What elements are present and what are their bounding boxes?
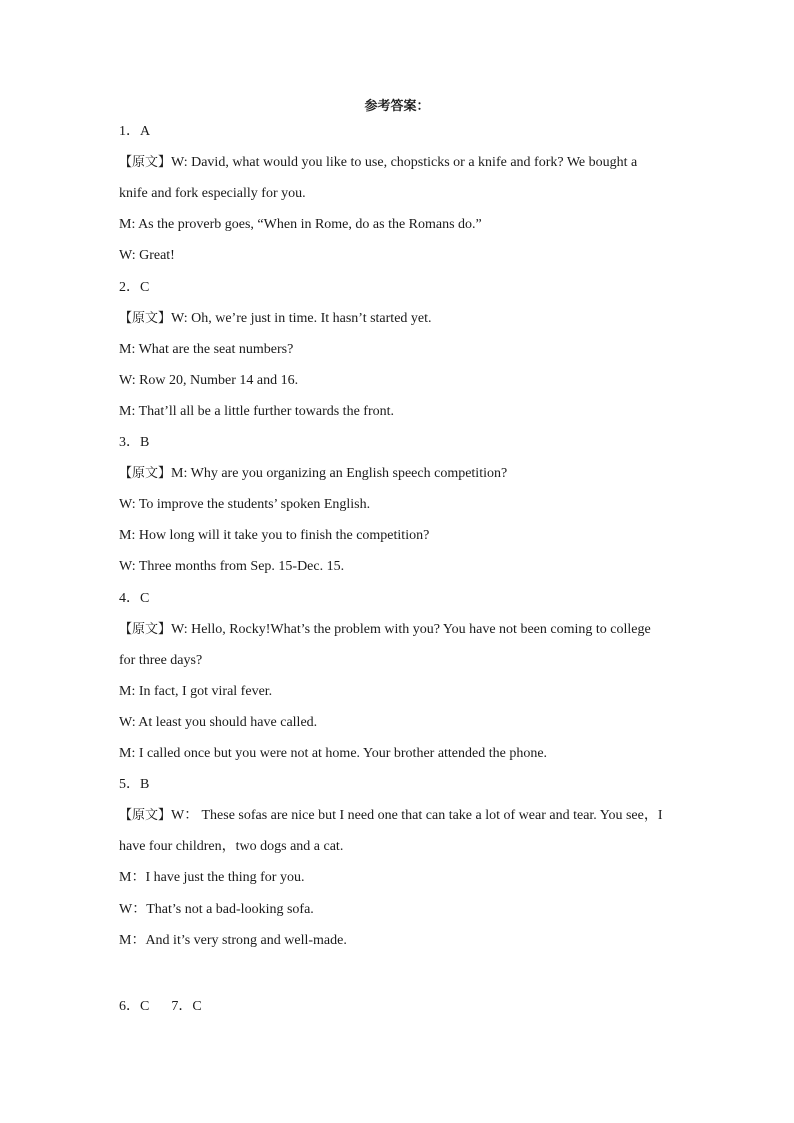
transcript-line <box>119 806 663 826</box>
transcript-text: M: Why are you organizing an English speech competition? <box>171 466 508 482</box>
transcript-tag: 【原文】 <box>119 466 172 482</box>
transcript-line <box>119 246 175 266</box>
transcript-text: W： These sofas are nice but I need one that can take a lot of wear and tear. You see，I <box>171 808 663 824</box>
transcript-tag: 【原文】 <box>119 808 172 824</box>
transcript-line <box>119 620 651 640</box>
answer-label: 4．C <box>119 590 150 606</box>
transcript-text: W: Row 20, Number 14 and 16. <box>119 372 299 388</box>
transcript-text: W: David, what would you like to use, chopsticks or a knife and fork? We bought a <box>171 155 638 171</box>
transcript-text: M: In fact, I got viral fever. <box>119 683 273 699</box>
page-title: 参考答案： <box>364 99 430 114</box>
transcript-line <box>119 557 344 577</box>
transcript-text: M：And it’s very strong and well-made. <box>119 932 347 948</box>
transcript-text: W: Great! <box>119 248 175 264</box>
transcript-line <box>119 184 306 204</box>
transcript-text: M: I called once but you were not at home. Your brother attended the phone. <box>119 746 548 761</box>
transcript-line <box>119 868 304 888</box>
transcript-line <box>119 402 394 422</box>
transcript-line <box>119 340 293 360</box>
answer-label: 2．C <box>119 279 150 295</box>
transcript-line <box>119 215 482 235</box>
transcript-line <box>119 464 507 484</box>
transcript-text: W: Three months from Sep. 15-Dec. 15. <box>119 559 345 575</box>
transcript-text: W: Hello, Rocky!What’s the problem with you? You have not been coming to college <box>171 621 651 637</box>
transcript-line <box>119 713 317 733</box>
transcript-line <box>119 931 347 951</box>
transcript-line <box>119 900 314 920</box>
transcript-text: W: At least you should have called. <box>119 714 318 730</box>
transcript-line <box>119 837 343 857</box>
answer-label: 1．A <box>119 124 151 139</box>
transcript-line <box>119 526 429 546</box>
transcript-text: for three days? <box>119 652 203 668</box>
transcript-text: M: That’ll all be a little further towards the front. <box>119 403 394 419</box>
transcript-line <box>119 744 547 764</box>
answer-label: 6．C <box>119 999 150 1014</box>
transcript-line <box>119 682 272 702</box>
transcript-text: M: How long will it take you to finish the competition? <box>119 528 430 544</box>
transcript-line <box>119 371 298 391</box>
transcript-text: have four children，two dogs and a cat. <box>119 839 344 855</box>
transcript-line <box>119 153 637 173</box>
answer-label: 3．B <box>119 435 150 450</box>
transcript-text: knife and fork especially for you. <box>119 186 306 202</box>
answer-label: 5．B <box>119 777 150 793</box>
transcript-line <box>119 309 432 329</box>
transcript-text: W：That’s not a bad-looking sofa. <box>119 901 314 917</box>
transcript-tag: 【原文】 <box>119 310 172 326</box>
transcript-tag: 【原文】 <box>119 155 172 171</box>
transcript-text: M: As the proverb goes, “When in Rome, do as the Romans do.” <box>119 217 482 233</box>
transcript-tag: 【原文】 <box>119 621 172 637</box>
transcript-text: M：I have just the thing for you. <box>119 870 305 886</box>
transcript-line <box>119 651 202 671</box>
transcript-text: W: To improve the students’ spoken English. <box>119 497 371 513</box>
transcript-line <box>119 495 370 515</box>
transcript-text: M: What are the seat numbers? <box>119 341 294 357</box>
final-answers <box>119 997 202 1017</box>
transcript-text: W: Oh, we’re just in time. It hasn’t started yet. <box>171 310 432 326</box>
answer-label: 7．C <box>171 999 202 1014</box>
